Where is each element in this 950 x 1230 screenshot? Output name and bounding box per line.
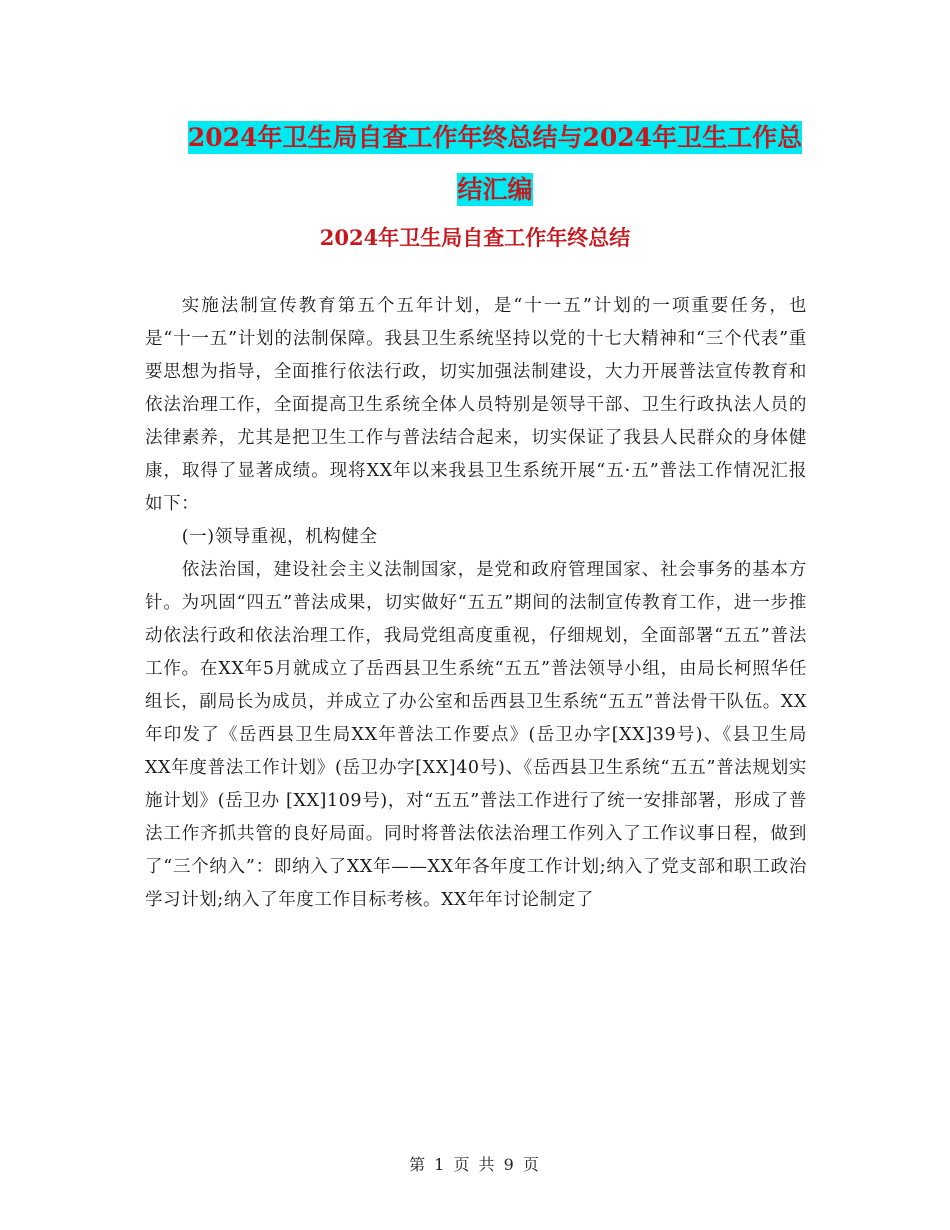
paragraph-leadership: 依法治国，建设社会主义法制国家，是党和政府管理国家、社会事务的基本方针。为巩固“四五”普法成果，切实做好“五五”期间的法制宣传教育工作，进一步推动依法行政和依法治理工作，我局党组高度重视，仔细规划，全面部署“五五”普法工作。在XX年5月就成立了岳西县卫生系统“五五”普法领导小组，由局长柯照华任组长，副局长为成员，并成立了办公室和岳西县卫生系统“五五”普法骨干队伍。XX年印发了《岳西县卫生局XX年普法工作要点》(岳卫办字[XX]39号)、《县卫生局XX年度普法工作计划》(岳卫办字[XX]40号)、《岳西县卫生系统“五五”普法规划实施计划》(岳卫办 [XX]109号)，对“五五”普法工作进行了统一安排部署，形成了普法工作齐抓共管的良好局面。同时将普法依法治理工作列入了工作议事日程，做到了“三个纳入”：即纳入了XX年——XX年各年度工作计划;纳入了党支部和职工政治学习计划;纳入了年度工作目标考核。XX年年讨论制定了	[145, 560, 807, 910]
document-body	[145, 290, 807, 917]
page-number: 第 1 页 共 9 页	[409, 1155, 541, 1174]
section-title: 2024年卫生局自查工作年终总结	[319, 225, 631, 250]
subheading-leadership: (一)领导重视，机构健全	[181, 527, 378, 547]
document-title-line-2: 结汇编	[457, 175, 533, 204]
document-title-line-1: 2024年卫生局自查工作年终总结与2024年卫生工作总	[187, 123, 803, 152]
paragraph-intro: 实施法制宣传教育第五个五年计划，是“十一五”计划的一项重要任务，也是“十一五”计划的法制保障。我县卫生系统坚持以党的十七大精神和“三个代表”重要思想为指导，全面推行依法行政，切实加强法制建设，大力开展普法宣传教育和依法治理工作，全面提高卫生系统全体人员特别是领导干部、卫生行政执法人员的法律素养，尤其是把卫生工作与普法结合起来，切实保证了我县人民群众的身体健康，取得了显著成绩。现将XX年以来我县卫生系统开展“五·五”普法工作情况汇报如下：	[145, 296, 807, 514]
document-title	[140, 112, 850, 216]
